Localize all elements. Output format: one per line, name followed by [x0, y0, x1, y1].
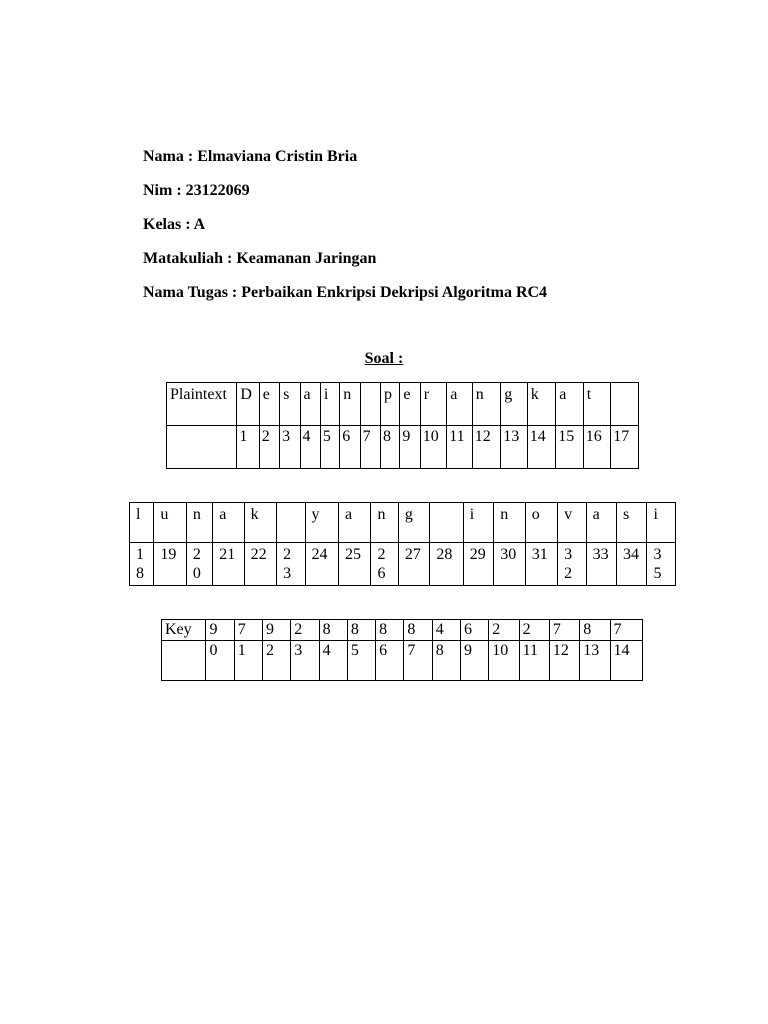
key-value: 8: [580, 620, 610, 641]
key-index: 2: [263, 641, 291, 681]
plaintext-char: n: [472, 383, 501, 426]
plaintext-index: 32: [558, 543, 586, 586]
plaintext-index: 9: [400, 426, 420, 469]
plaintext-char: i: [647, 503, 676, 543]
plaintext-index: 2: [259, 426, 279, 469]
course-name: Matakuliah : Keamanan Jaringan: [143, 250, 377, 267]
plaintext-index: 8: [380, 426, 399, 469]
plaintext-char: [277, 503, 305, 543]
plaintext-char: [360, 383, 380, 426]
plaintext-char: g: [398, 503, 429, 543]
plaintext-char: a: [447, 383, 472, 426]
plaintext-index: 30: [494, 543, 525, 586]
key-value: 7: [610, 620, 642, 641]
plaintext-char: y: [305, 503, 338, 543]
plaintext-char: [611, 383, 639, 426]
plaintext-index: 16: [583, 426, 611, 469]
plaintext-index: 21: [213, 543, 244, 586]
plaintext-index: 19: [154, 543, 186, 586]
plaintext-table: [166, 382, 639, 469]
key-index: 14: [610, 641, 642, 681]
plaintext-char: i: [463, 503, 493, 543]
plaintext-char: o: [525, 503, 557, 543]
student-name: Nama : Elmaviana Cristin Bria: [143, 148, 358, 165]
key-index-row: [162, 641, 643, 681]
plaintext-char: i: [320, 383, 339, 426]
plaintext-index: 26: [371, 543, 398, 586]
plaintext-label: Plaintext: [167, 383, 237, 426]
key-index: 12: [549, 641, 579, 681]
plaintext-char: a: [586, 503, 616, 543]
key-value: 8: [319, 620, 347, 641]
plaintext-index: 33: [586, 543, 616, 586]
plaintext-char-row: [167, 383, 639, 426]
plaintext-index: 6: [340, 426, 360, 469]
plaintext-char: a: [556, 383, 584, 426]
plaintext-index: 1: [237, 426, 259, 469]
plaintext-char: r: [420, 383, 447, 426]
key-index: 4: [319, 641, 347, 681]
plaintext-index-row: [130, 543, 676, 586]
plaintext-index: 27: [398, 543, 429, 586]
plaintext-char: D: [237, 383, 259, 426]
soal-title: Soal :: [364, 350, 404, 367]
key-value: 2: [519, 620, 549, 641]
key-value: 2: [291, 620, 319, 641]
plaintext-char: s: [280, 383, 300, 426]
key-value: 6: [460, 620, 488, 641]
plaintext-char: k: [244, 503, 276, 543]
plaintext-char: [430, 503, 463, 543]
plaintext-index: 31: [525, 543, 557, 586]
plaintext-char: k: [527, 383, 556, 426]
key-value: 8: [347, 620, 375, 641]
plaintext-index: 10: [420, 426, 447, 469]
plaintext-char: g: [501, 383, 528, 426]
plaintext-index: 35: [647, 543, 676, 586]
student-class: Kelas : A: [143, 216, 206, 233]
empty-cell: [162, 641, 206, 681]
key-value: 8: [404, 620, 432, 641]
key-index: 10: [489, 641, 519, 681]
key-value: 8: [376, 620, 404, 641]
key-index: 3: [291, 641, 319, 681]
plaintext-char: u: [154, 503, 186, 543]
plaintext-index: 29: [463, 543, 493, 586]
plaintext-char: e: [259, 383, 279, 426]
plaintext-char: t: [583, 383, 611, 426]
plaintext-index: 24: [305, 543, 338, 586]
plaintext-index: 23: [277, 543, 305, 586]
key-value: 9: [263, 620, 291, 641]
assignment-name: Nama Tugas : Perbaikan Enkripsi Dekripsi Algoritma RC4: [143, 284, 548, 301]
plaintext-char: n: [186, 503, 212, 543]
plaintext-char: a: [213, 503, 244, 543]
plaintext-index: 11: [447, 426, 472, 469]
plaintext-index: 13: [501, 426, 528, 469]
plaintext-index: 14: [527, 426, 556, 469]
key-index: 8: [432, 641, 460, 681]
student-nim: Nim : 23122069: [143, 182, 250, 199]
key-index: 11: [519, 641, 549, 681]
plaintext-index: 18: [130, 543, 154, 586]
key-value-row: [162, 620, 643, 641]
key-value: 7: [234, 620, 262, 641]
key-index: 1: [234, 641, 262, 681]
plaintext-index: 12: [472, 426, 501, 469]
plaintext-char: v: [558, 503, 586, 543]
plaintext-char: e: [400, 383, 420, 426]
key-value: 7: [549, 620, 579, 641]
plaintext-index: 22: [244, 543, 276, 586]
key-value: 9: [206, 620, 234, 641]
plaintext-char: n: [494, 503, 525, 543]
plaintext-index-row: [167, 426, 639, 469]
key-index: 7: [404, 641, 432, 681]
plaintext-char: n: [340, 383, 360, 426]
key-table: [161, 619, 643, 681]
plaintext-char: n: [371, 503, 398, 543]
plaintext-char: p: [380, 383, 399, 426]
plaintext-index: 7: [360, 426, 380, 469]
key-index: 13: [580, 641, 610, 681]
key-value: 4: [432, 620, 460, 641]
key-index: 9: [460, 641, 488, 681]
plaintext-char: s: [617, 503, 647, 543]
plaintext-char: a: [300, 383, 320, 426]
plaintext-index: 25: [339, 543, 371, 586]
plaintext-char: l: [130, 503, 154, 543]
key-index: 5: [347, 641, 375, 681]
plaintext-index: 3: [280, 426, 300, 469]
plaintext-table-continued: [129, 502, 676, 586]
empty-cell: [167, 426, 237, 469]
key-index: 0: [206, 641, 234, 681]
plaintext-char: a: [339, 503, 371, 543]
plaintext-index: 15: [556, 426, 584, 469]
plaintext-index: 5: [320, 426, 339, 469]
plaintext-index: 34: [617, 543, 647, 586]
plaintext-char-row: [130, 503, 676, 543]
key-value: 2: [489, 620, 519, 641]
plaintext-index: 20: [186, 543, 212, 586]
plaintext-index: 28: [430, 543, 463, 586]
plaintext-index: 4: [300, 426, 320, 469]
plaintext-index: 17: [611, 426, 639, 469]
key-label: Key: [162, 620, 206, 641]
key-index: 6: [376, 641, 404, 681]
